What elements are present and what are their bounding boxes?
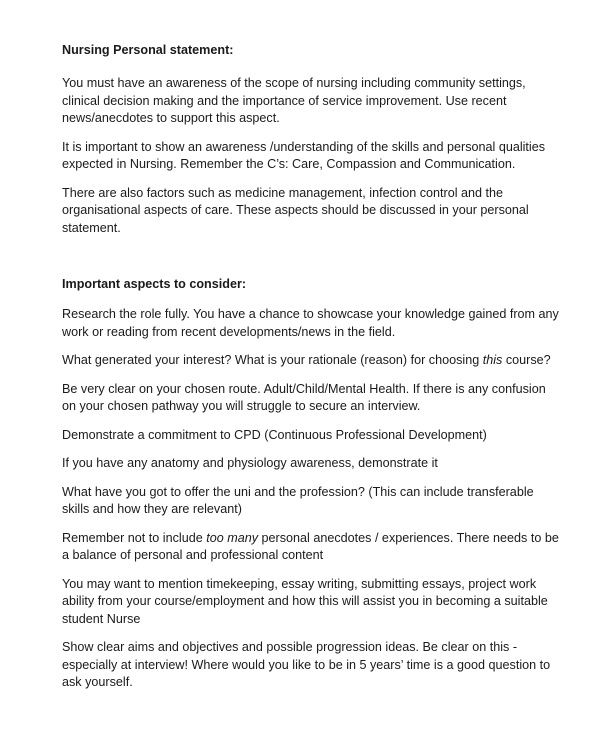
text-run: What generated your interest? What is your rationale (reason) for choosing: [62, 353, 483, 367]
nursing-statement-section: [62, 42, 560, 237]
important-aspects-section: [62, 276, 560, 692]
emphasis-text: too many: [206, 530, 259, 545]
paragraph-skills-qualities: It is important to show an awareness /understanding of the skills and personal qualities expected in Nursing. Remember the C’s: Care, Compassion and Communication.: [62, 139, 546, 171]
paragraph-offer: What have you got to offer the uni and the profession? (This can include transferable skills and how they are relevant): [62, 484, 534, 516]
text-run: personal anecdotes / experiences. There needs to be a balance of personal and professional content: [62, 530, 559, 562]
paragraph-interest-rationale: [62, 352, 560, 370]
paragraph-anecdotes: [62, 530, 560, 565]
text-run: Remember not to include: [62, 530, 207, 545]
paragraph-cpd: Demonstrate a commitment to CPD (Continuous Professional Development): [62, 427, 487, 442]
paragraph-chosen-route: Be very clear on your chosen route. Adult/Child/Mental Health. If there is any confusion on your chosen pathway you will struggle to secure an interview.: [62, 381, 546, 413]
paragraph-scope-of-nursing: You must have an awareness of the scope of nursing including community settings, clinical decision making and the importance of service improvement. Use recent news/anecdotes to support this aspect.: [62, 76, 526, 125]
paragraph-anatomy: If you have any anatomy and physiology awareness, demonstrate it: [62, 456, 438, 470]
section-heading-important-aspects: Important aspects to consider:: [62, 277, 247, 291]
emphasis-text: this: [482, 353, 503, 367]
text-run: course?: [502, 353, 551, 367]
paragraph-timekeeping: You may want to mention timekeeping, essay writing, submitting essays, project work ability from your course/employment and how this will assist you in becoming a suitable student Nurse: [62, 576, 548, 626]
paragraph-research-role: Research the role fully. You have a chance to showcase your knowledge gained from any work or reading from recent developments/news in the field.: [62, 307, 559, 339]
paragraph-aims-objectives: Show clear aims and objectives and possible progression ideas. Be clear on this - especially at interview! Where would you like to be in 5 years’ time is a good question to ask yourself.: [62, 640, 551, 689]
paragraph-other-factors: There are also factors such as medicine management, infection control and the organisational aspects of care. These aspects should be discussed in your personal statement.: [62, 185, 529, 235]
section-heading-nursing-statement: Nursing Personal statement:: [62, 43, 234, 57]
